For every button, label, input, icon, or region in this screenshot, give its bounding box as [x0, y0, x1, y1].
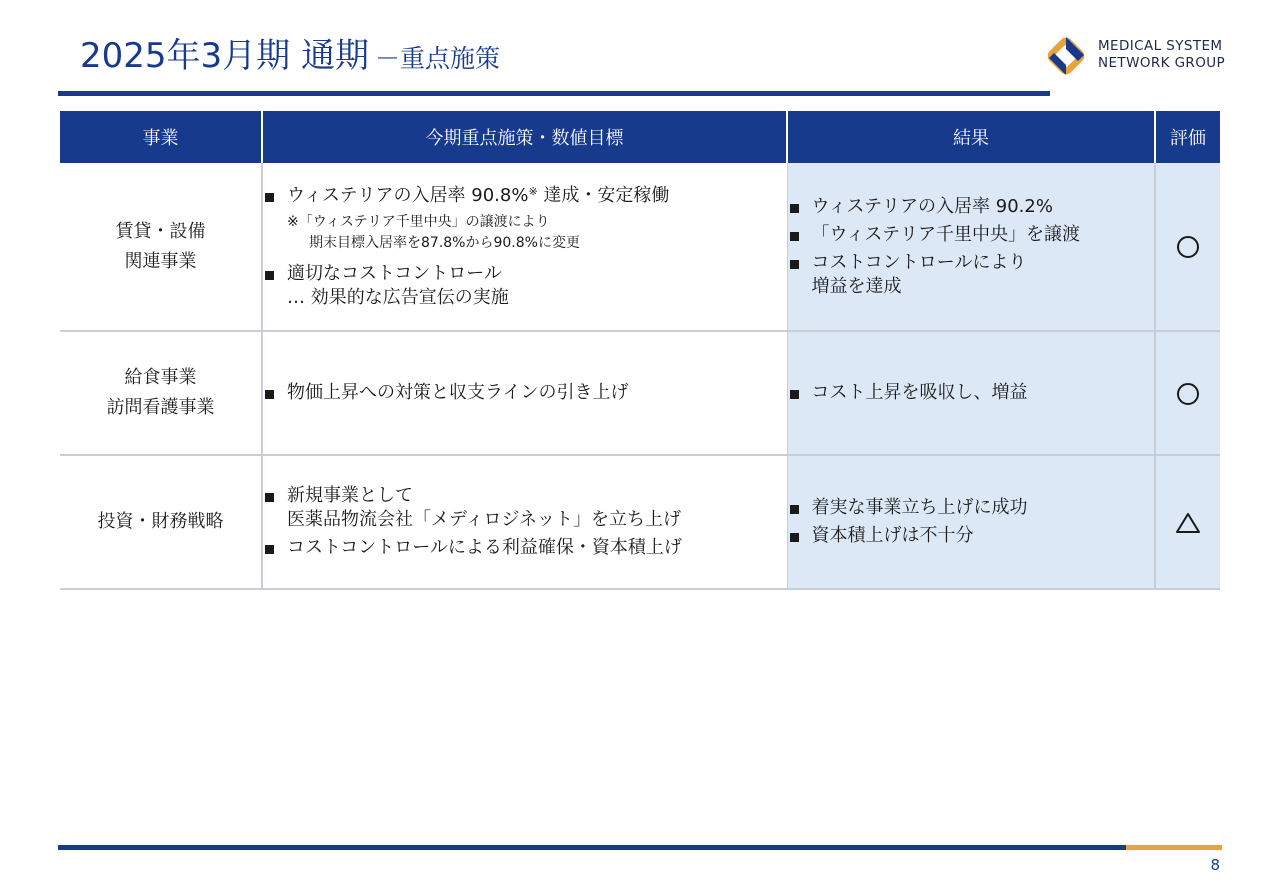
result-item: 「ウィステリア千里中央」を譲渡	[788, 223, 1155, 247]
result-item: コストコントロールにより 増益を達成	[788, 251, 1155, 299]
business-cell	[60, 163, 262, 331]
footnote-mark: ※	[528, 184, 538, 198]
footer-rule	[58, 845, 1126, 850]
grade-cell	[1155, 455, 1220, 589]
business-label: 賃貸・設備	[115, 220, 206, 242]
result-cell	[787, 163, 1155, 331]
table-row	[60, 455, 1220, 589]
policy-results-table	[60, 111, 1220, 590]
footer-accent	[1126, 845, 1222, 850]
logo-line-2: NETWORK GROUP	[1098, 55, 1226, 71]
plan-item: 新規事業として 医薬品物流会社「メディロジネット」を立ち上げ	[263, 484, 787, 532]
result-cell	[787, 455, 1155, 589]
business-label: 訪問看護事業	[106, 397, 215, 418]
business-label: 給食事業	[124, 367, 197, 388]
result-item: 資本積上げは不十分	[788, 524, 1155, 548]
grade-cell	[1155, 331, 1220, 455]
header-grade: 評価	[1155, 111, 1220, 163]
logo-line-1: MEDICAL SYSTEM	[1098, 38, 1223, 54]
plan-footnote: ※「ウィステリア千里中央」の譲渡により 期末目標入居率を87.8%から90.8%に変更	[287, 213, 580, 251]
triangle-icon	[1175, 510, 1201, 535]
result-item: ウィステリアの入居率 90.2%	[788, 195, 1155, 219]
company-logo	[1042, 32, 1242, 80]
result-cell	[787, 331, 1155, 455]
page-title	[80, 34, 500, 81]
logo-wordmark	[1098, 38, 1225, 72]
header-plan: 今期重点施策・数値目標	[262, 111, 787, 163]
title-subtitle: －重点施策	[374, 44, 500, 73]
grade-cell	[1155, 163, 1220, 331]
header-result: 結果	[787, 111, 1155, 163]
plan-cell	[262, 455, 787, 589]
diamond-logo-icon	[1042, 32, 1090, 80]
header-business: 事業	[60, 111, 262, 163]
plan-cell	[262, 331, 787, 455]
plan-cell	[262, 163, 787, 331]
result-item: コスト上昇を吸収し、増益	[788, 381, 1155, 405]
plan-item: 適切なコストコントロール … 効果的な広告宣伝の実施	[263, 262, 787, 310]
business-label: 投資・財務戦略	[97, 511, 224, 532]
circle-icon	[1176, 381, 1200, 406]
result-item: 着実な事業立ち上げに成功	[788, 496, 1155, 520]
plan-item: ウィステリアの入居率 90.8%※ 達成・安定稼働	[263, 184, 787, 208]
plan-item: コストコントロールによる利益確保・資本積上げ	[263, 536, 787, 560]
business-cell	[60, 331, 262, 455]
business-cell	[60, 455, 262, 589]
business-label: 関連事業	[124, 250, 197, 272]
table-row	[60, 163, 1220, 331]
table-header-row	[60, 111, 1220, 163]
page-number: 8	[1210, 856, 1220, 874]
table-row	[60, 331, 1220, 455]
title-main: 2025年3月期 通期	[80, 36, 369, 76]
title-underline	[58, 91, 1050, 96]
plan-item: 物価上昇への対策と収支ラインの引き上げ	[263, 381, 787, 405]
circle-icon	[1176, 234, 1200, 259]
